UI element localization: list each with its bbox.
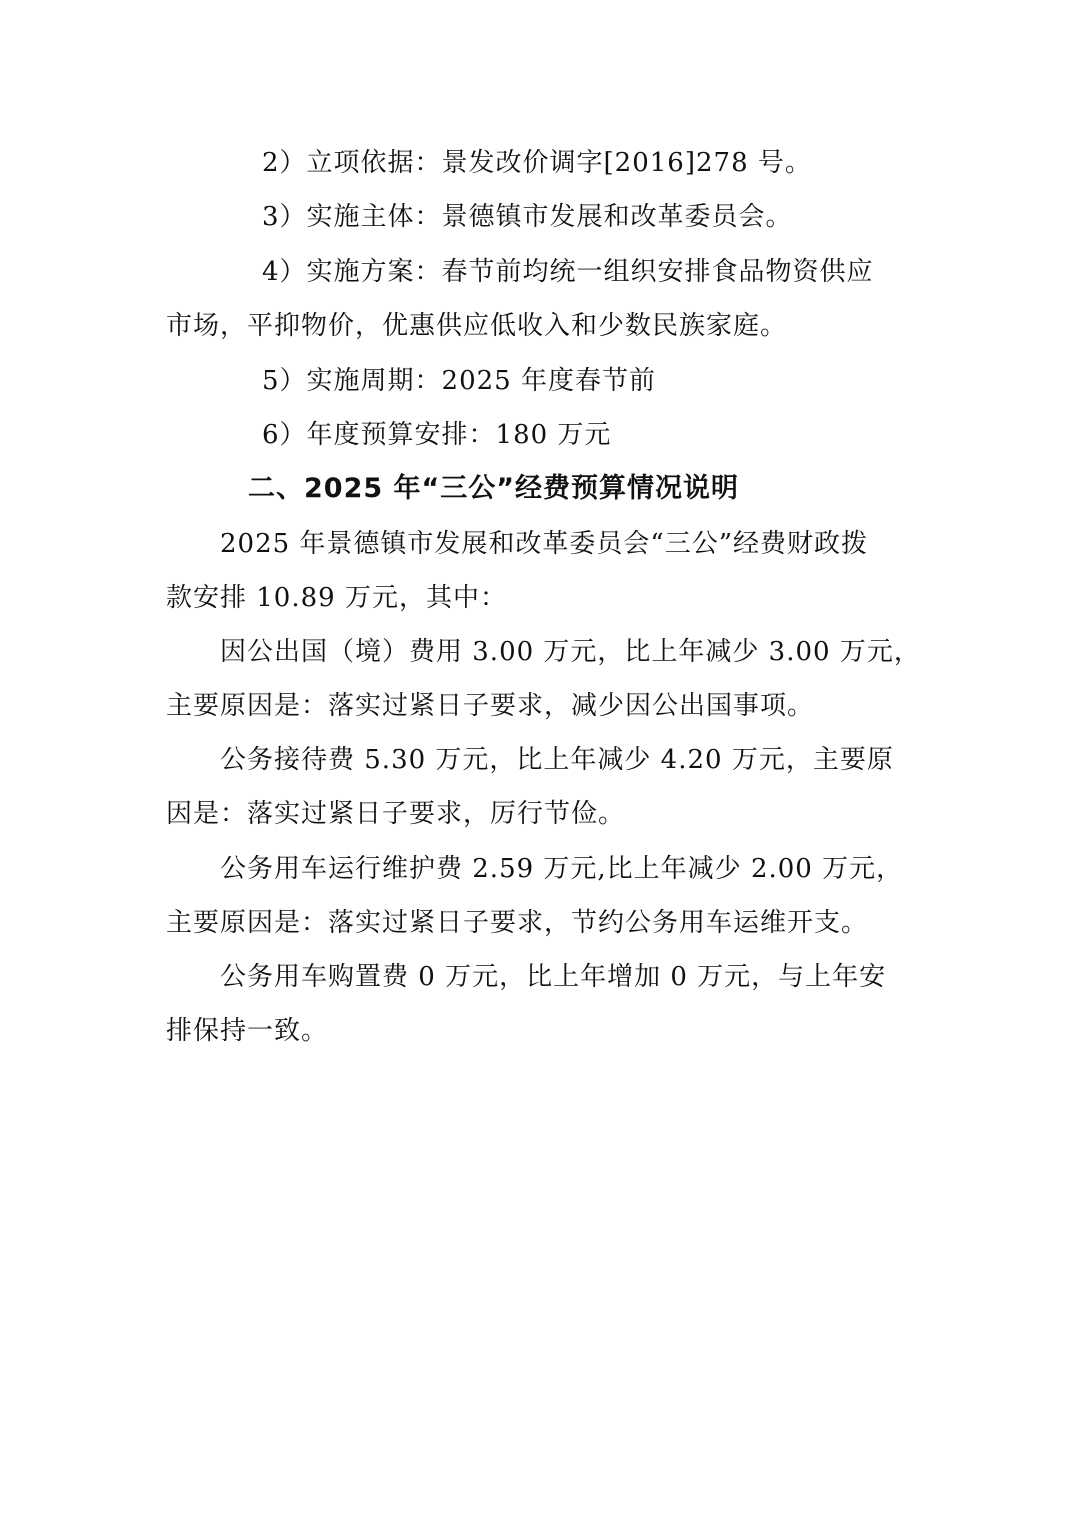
paragraph-total-line2: 款安排 10.89 万元，其中： (166, 583, 507, 613)
item-4-plan-cont: 市场，平抑物价，优惠供应低收入和少数民族家庭。 (166, 311, 788, 341)
paragraph-vehicle-purchase-line2: 排保持一致。 (166, 1016, 329, 1046)
paragraph-abroad-line1: 因公出国（境）费用 3.00 万元，比上年减少 3.00 万元， (220, 637, 921, 667)
paragraph-reception-line1: 公务接待费 5.30 万元，比上年减少 4.20 万元，主要原 (220, 745, 894, 775)
item-2-basis: 2）立项依据：景发改价调字[2016]278 号。 (262, 148, 812, 178)
paragraph-reception-line2: 因是：落实过紧日子要求，厉行节俭。 (166, 799, 626, 829)
section-heading: 二、2025 年“三公”经费预算情况说明 (248, 473, 740, 504)
paragraph-vehicle-purchase-line1: 公务用车购置费 0 万元，比上年增加 0 万元，与上年安 (220, 962, 887, 992)
paragraph-abroad-line2: 主要原因是：落实过紧日子要求，减少因公出国事项。 (166, 691, 815, 721)
paragraph-total-line1: 2025 年景德镇市发展和改革委员会“三公”经费财政拨 (220, 529, 869, 559)
item-3-implementer: 3）实施主体：景德镇市发展和改革委员会。 (262, 202, 793, 232)
item-4-plan: 4）实施方案：春节前均统一组织安排食品物资供应 (262, 257, 874, 287)
item-6-budget: 6）年度预算安排：180 万元 (262, 420, 612, 450)
paragraph-vehicle-maintenance-line2: 主要原因是：落实过紧日子要求，节约公务用车运维开支。 (166, 908, 869, 938)
item-5-period: 5）实施周期：2025 年度春节前 (262, 366, 656, 396)
paragraph-vehicle-maintenance-line1: 公务用车运行维护费 2.59 万元,比上年减少 2.00 万元， (220, 854, 904, 884)
